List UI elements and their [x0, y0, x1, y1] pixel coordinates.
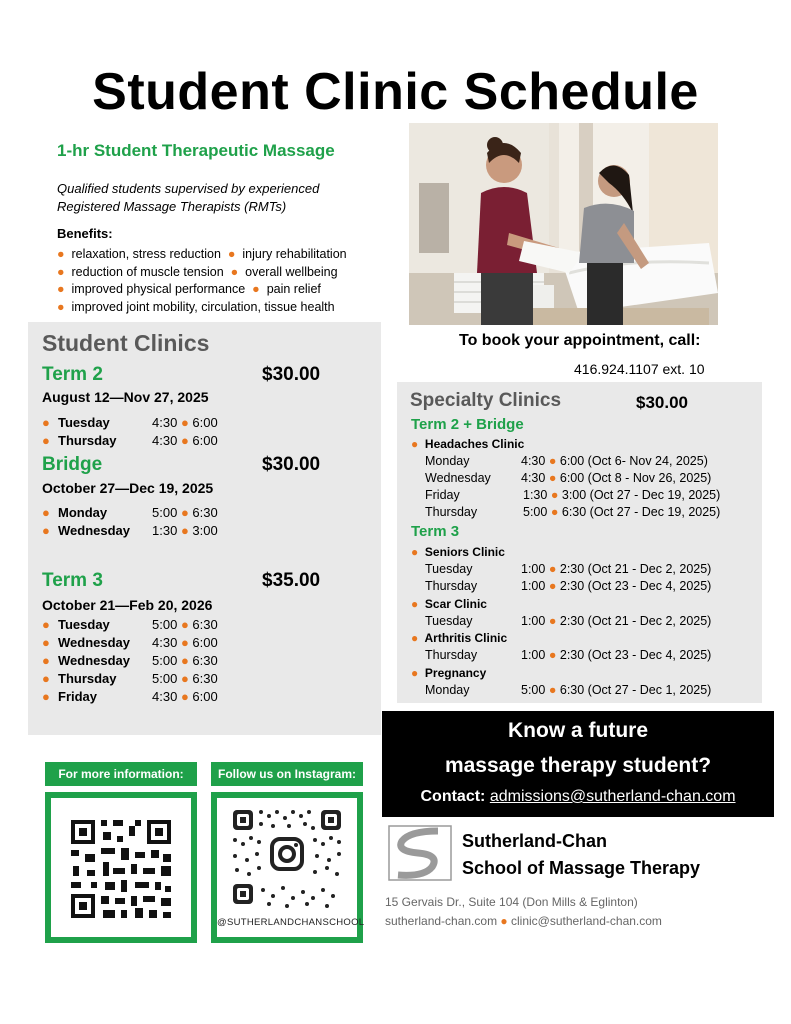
school-name-line-1: Sutherland-Chan	[462, 831, 608, 851]
specialty-row: Thursday 5:00 ● 6:30 (Oct 27 - Dec 19, 2025)	[425, 505, 721, 519]
arthritis-clinic-heading: ● Arthritis Clinic	[411, 631, 508, 645]
specialty-row: Thursday 1:00 ● 2:30 (Oct 23 - Dec 4, 2025)	[425, 648, 712, 662]
instagram-qr-frame[interactable]	[211, 792, 363, 943]
qualification-text	[57, 180, 377, 216]
clinic-email-link[interactable]: clinic@sutherland-chan.com	[511, 914, 662, 928]
promo-contact: Contact: admissions@sutherland-chan.com	[420, 788, 736, 805]
pregnancy-clinic-heading: ● Pregnancy	[411, 666, 487, 680]
page-title: Student Clinic Schedule	[92, 63, 699, 121]
specialty-row: Thursday 1:00 ● 2:30 (Oct 23 - Dec 4, 2025)	[425, 579, 712, 593]
term-3-heading: Term 3	[42, 570, 103, 591]
booking-phone[interactable]: 416.924.1107 ext. 10	[574, 361, 705, 377]
admissions-email-link[interactable]: admissions@sutherland-chan.com	[489, 788, 736, 805]
instagram-handle: @SUTHERLANDCHANSCHOOL	[217, 917, 365, 928]
school-address: 15 Gervais Dr., Suite 104 (Don Mills & Eglinton)	[385, 895, 638, 909]
specialty-row: Friday 1:30 ● 3:00 (Oct 27 - Dec 19, 2025)	[425, 488, 721, 502]
schedule-row: ● Thursday 4:30 ● 6:00	[42, 433, 218, 448]
scar-clinic-heading: ● Scar Clinic	[411, 597, 487, 611]
info-qr-frame[interactable]	[45, 792, 197, 943]
student-clinics-heading: Student Clinics	[42, 330, 210, 356]
term-2-dates: August 12—Nov 27, 2025	[42, 389, 209, 405]
benefits-heading: Benefits:	[57, 226, 113, 241]
bridge-price: $30.00	[262, 454, 321, 475]
schedule-row: ● Tuesday 4:30 ● 6:00	[42, 415, 218, 430]
term-3-price: $35.00	[262, 570, 321, 591]
bridge-heading: Bridge	[42, 454, 103, 475]
more-info-label: For more information:	[45, 762, 197, 786]
service-subtitle: 1-hr Student Therapeutic Massage	[57, 141, 335, 160]
benefits-row: ● improved physical performance ● pain relief	[57, 282, 321, 296]
benefits-row: ● relaxation, stress reduction ● injury rehabilitation	[57, 247, 347, 261]
benefits-row: ● improved joint mobility, circulation, tissue health	[57, 299, 335, 314]
schedule-row: ● Wednesday 5:00 ● 6:30	[42, 653, 218, 668]
specialty-row: Tuesday 1:00 ● 2:30 (Oct 21 - Dec 2, 2025)	[425, 614, 712, 628]
seniors-clinic-heading: ● Seniors Clinic	[411, 545, 505, 559]
instagram-qr-icon	[217, 798, 357, 916]
school-name	[462, 828, 700, 882]
schedule-row: ● Thursday 5:00 ● 6:30	[42, 671, 218, 686]
term-3-dates: October 21—Feb 20, 2026	[42, 597, 213, 613]
qualification-line-1: Qualified students supervised by experienced	[57, 181, 320, 196]
headaches-clinic-heading: ● Headaches Clinic	[411, 437, 525, 451]
clinic-photo	[409, 123, 718, 325]
promo-line-2: massage therapy student?	[444, 754, 712, 777]
benefits-row: ● reduction of muscle tension ● overall wellbeing	[57, 264, 338, 279]
instagram-label: Follow us on Instagram:	[211, 762, 363, 786]
bridge-dates: October 27—Dec 19, 2025	[42, 480, 214, 496]
admissions-promo-box	[382, 711, 774, 817]
term-2-heading: Term 2	[42, 364, 103, 385]
promo-line-1: Know a future	[508, 719, 648, 742]
specialty-row: Monday 4:30 ● 6:00 (Oct 6- Nov 24, 2025)	[425, 454, 708, 468]
qualification-line-2: Registered Massage Therapists (RMTs)	[57, 199, 287, 214]
school-name-line-2: School of Massage Therapy	[462, 858, 701, 878]
schedule-row: ● Tuesday 5:00 ● 6:30	[42, 617, 218, 632]
specialty-row: Tuesday 1:00 ● 2:30 (Oct 21 - Dec 2, 2025)	[425, 562, 712, 576]
schedule-row: ● Friday 4:30 ● 6:00	[42, 689, 218, 704]
specialty-row: Monday 5:00 ● 6:30 (Oct 27 - Dec 1, 2025)	[425, 683, 712, 697]
schedule-row: ● Wednesday 1:30 ● 3:00	[42, 523, 218, 538]
specialty-row: Wednesday 4:30 ● 6:00 (Oct 8 - Nov 26, 2025)	[425, 471, 712, 485]
school-contacts: sutherland-chan.com ● clinic@sutherland-chan.com	[385, 914, 662, 928]
schedule-row: ● Monday 5:00 ● 6:30	[42, 505, 218, 520]
schedule-row: ● Wednesday 4:30 ● 6:00	[42, 635, 218, 650]
school-address-block	[385, 893, 662, 931]
specialty-clinics-heading: Specialty Clinics	[410, 390, 562, 411]
qr-code-icon	[51, 798, 191, 937]
website-link[interactable]: sutherland-chan.com	[385, 914, 498, 928]
specialty-price: $30.00	[636, 393, 688, 412]
benefits-list	[57, 246, 347, 316]
booking-text: To book your appointment, call:	[459, 332, 701, 349]
term-3-label: Term 3	[411, 523, 460, 540]
term-2-bridge-label: Term 2 + Bridge	[411, 416, 524, 433]
school-logo	[388, 825, 452, 881]
term-2-price: $30.00	[262, 364, 321, 385]
